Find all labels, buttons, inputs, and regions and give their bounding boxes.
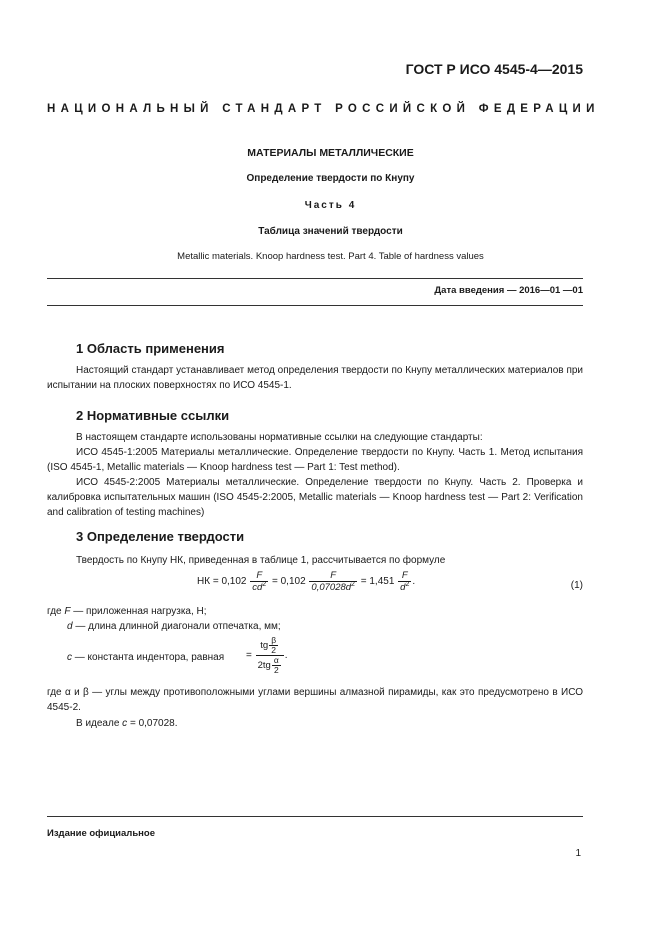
constant-denominator: 2tg $\frac{\alpha}{2}$ xyxy=(257,655,279,675)
formula-fraction-3 xyxy=(398,570,411,593)
where-force: где F — приложенная нагрузка, Н; xyxy=(47,606,207,617)
title-line-1: МАТЕРИАЛЫ МЕТАЛЛИЧЕСКИЕ xyxy=(247,147,414,159)
where-constant: c — константа индентора, равная xyxy=(67,652,225,663)
hardness-formula: НК = 0,102 $\frac{F}{cd^2}$ = 0,102 $\frac{F}{0,07028d^2}$ = 1,451 $\frac{F}{d^2}$ . xyxy=(197,570,416,593)
constant-formula: = tg $\frac{\beta}{2}$ 2tg $\frac{\alpha}{2}$ . xyxy=(246,635,288,675)
page-number: 1 xyxy=(575,848,581,859)
section-2-heading: 2 Нормативные ссылки xyxy=(76,408,230,423)
national-standard-banner: НАЦИОНАЛЬНЫЙ СТАНДАРТ РОССИЙСКОЙ ФЕДЕРАЦИИ xyxy=(47,103,600,115)
formula-eq-3: = 1,451 xyxy=(360,576,395,588)
formula-fraction-1 xyxy=(250,570,268,593)
fraction-1-denominator: $cd^2$ xyxy=(252,580,267,593)
title-english: Metallic materials. Knoop hardness test. Part 4. Table of hardness values xyxy=(177,251,484,262)
title-line-3: Таблица значений твердости xyxy=(258,226,403,237)
formula-number: (1) xyxy=(570,580,583,591)
fraction-3-denominator: $d^2$ xyxy=(400,580,410,593)
fraction-3-numerator: F xyxy=(398,570,411,582)
fraction-1-numerator: F xyxy=(250,570,268,582)
fraction-2-numerator: F xyxy=(309,570,357,582)
angles-definition: где α и β — углы между противоположными углами вершины алмазной пирамиды, как это предусмотрено в ИСО 4545-2. xyxy=(47,687,583,713)
footer-divider xyxy=(47,816,583,817)
section-1-heading: 1 Область применения xyxy=(76,341,225,356)
standard-code: ГОСТ Р ИСО 4545-4—2015 xyxy=(405,61,583,77)
constant-fraction xyxy=(256,636,284,675)
section-3-heading: 3 Определение твердости xyxy=(76,529,245,544)
section-1-text: Настоящий стандарт устанавливает метод определения твердости по Кнупу металлических материалов при испытании на плоских поверхностях по ИСО 4545-1. xyxy=(47,365,583,391)
section-2-intro: В настоящем стандарте использованы нормативные ссылки на следующие стандарты: xyxy=(76,432,483,443)
fraction-2-denominator: $0,07028d^2$ xyxy=(311,580,355,593)
formula-lhs: НК = 0,102 xyxy=(197,576,247,588)
section-2-ref-1: ИСО 4545-1:2005 Материалы металлические. Определение твердости по Кнупу. Часть 1. Метод испытания (ISO 4545-1, Metallic materials — Knoop hardness test — Part 1: Test method). xyxy=(47,447,583,473)
divider-bottom xyxy=(47,305,583,306)
title-part: Часть 4 xyxy=(304,200,357,211)
section-2-ref-2: ИСО 4545-2:2005 Материалы металлические. Определение твердости по Кнупу. Часть 2. Проверка и калибровка испытательных машин (ISO 4545-2:2005, Metallic materials — Knoop hardness test — Part 2: Verification and calibration of testing machines) xyxy=(47,477,583,518)
edition-label: Издание официальное xyxy=(47,828,155,839)
title-line-2: Определение твердости по Кнупу xyxy=(246,173,415,184)
intro-date: Дата введения — 2016—01 —01 xyxy=(434,285,583,296)
section-3-intro: Твердость по Кнупу НК, приведенная в таблице 1, рассчитывается по формуле xyxy=(76,555,446,566)
where-diagonal: d — длина длинной диагонали отпечатка, мм; xyxy=(67,621,281,632)
formula-fraction-2 xyxy=(309,570,357,593)
divider-top xyxy=(47,278,583,279)
ideal-constant: В идеале c = 0,07028. xyxy=(76,718,178,729)
constant-numerator: tg $\frac{\beta}{2}$ xyxy=(256,636,284,656)
formula-eq-2: = 0,102 xyxy=(271,576,306,588)
